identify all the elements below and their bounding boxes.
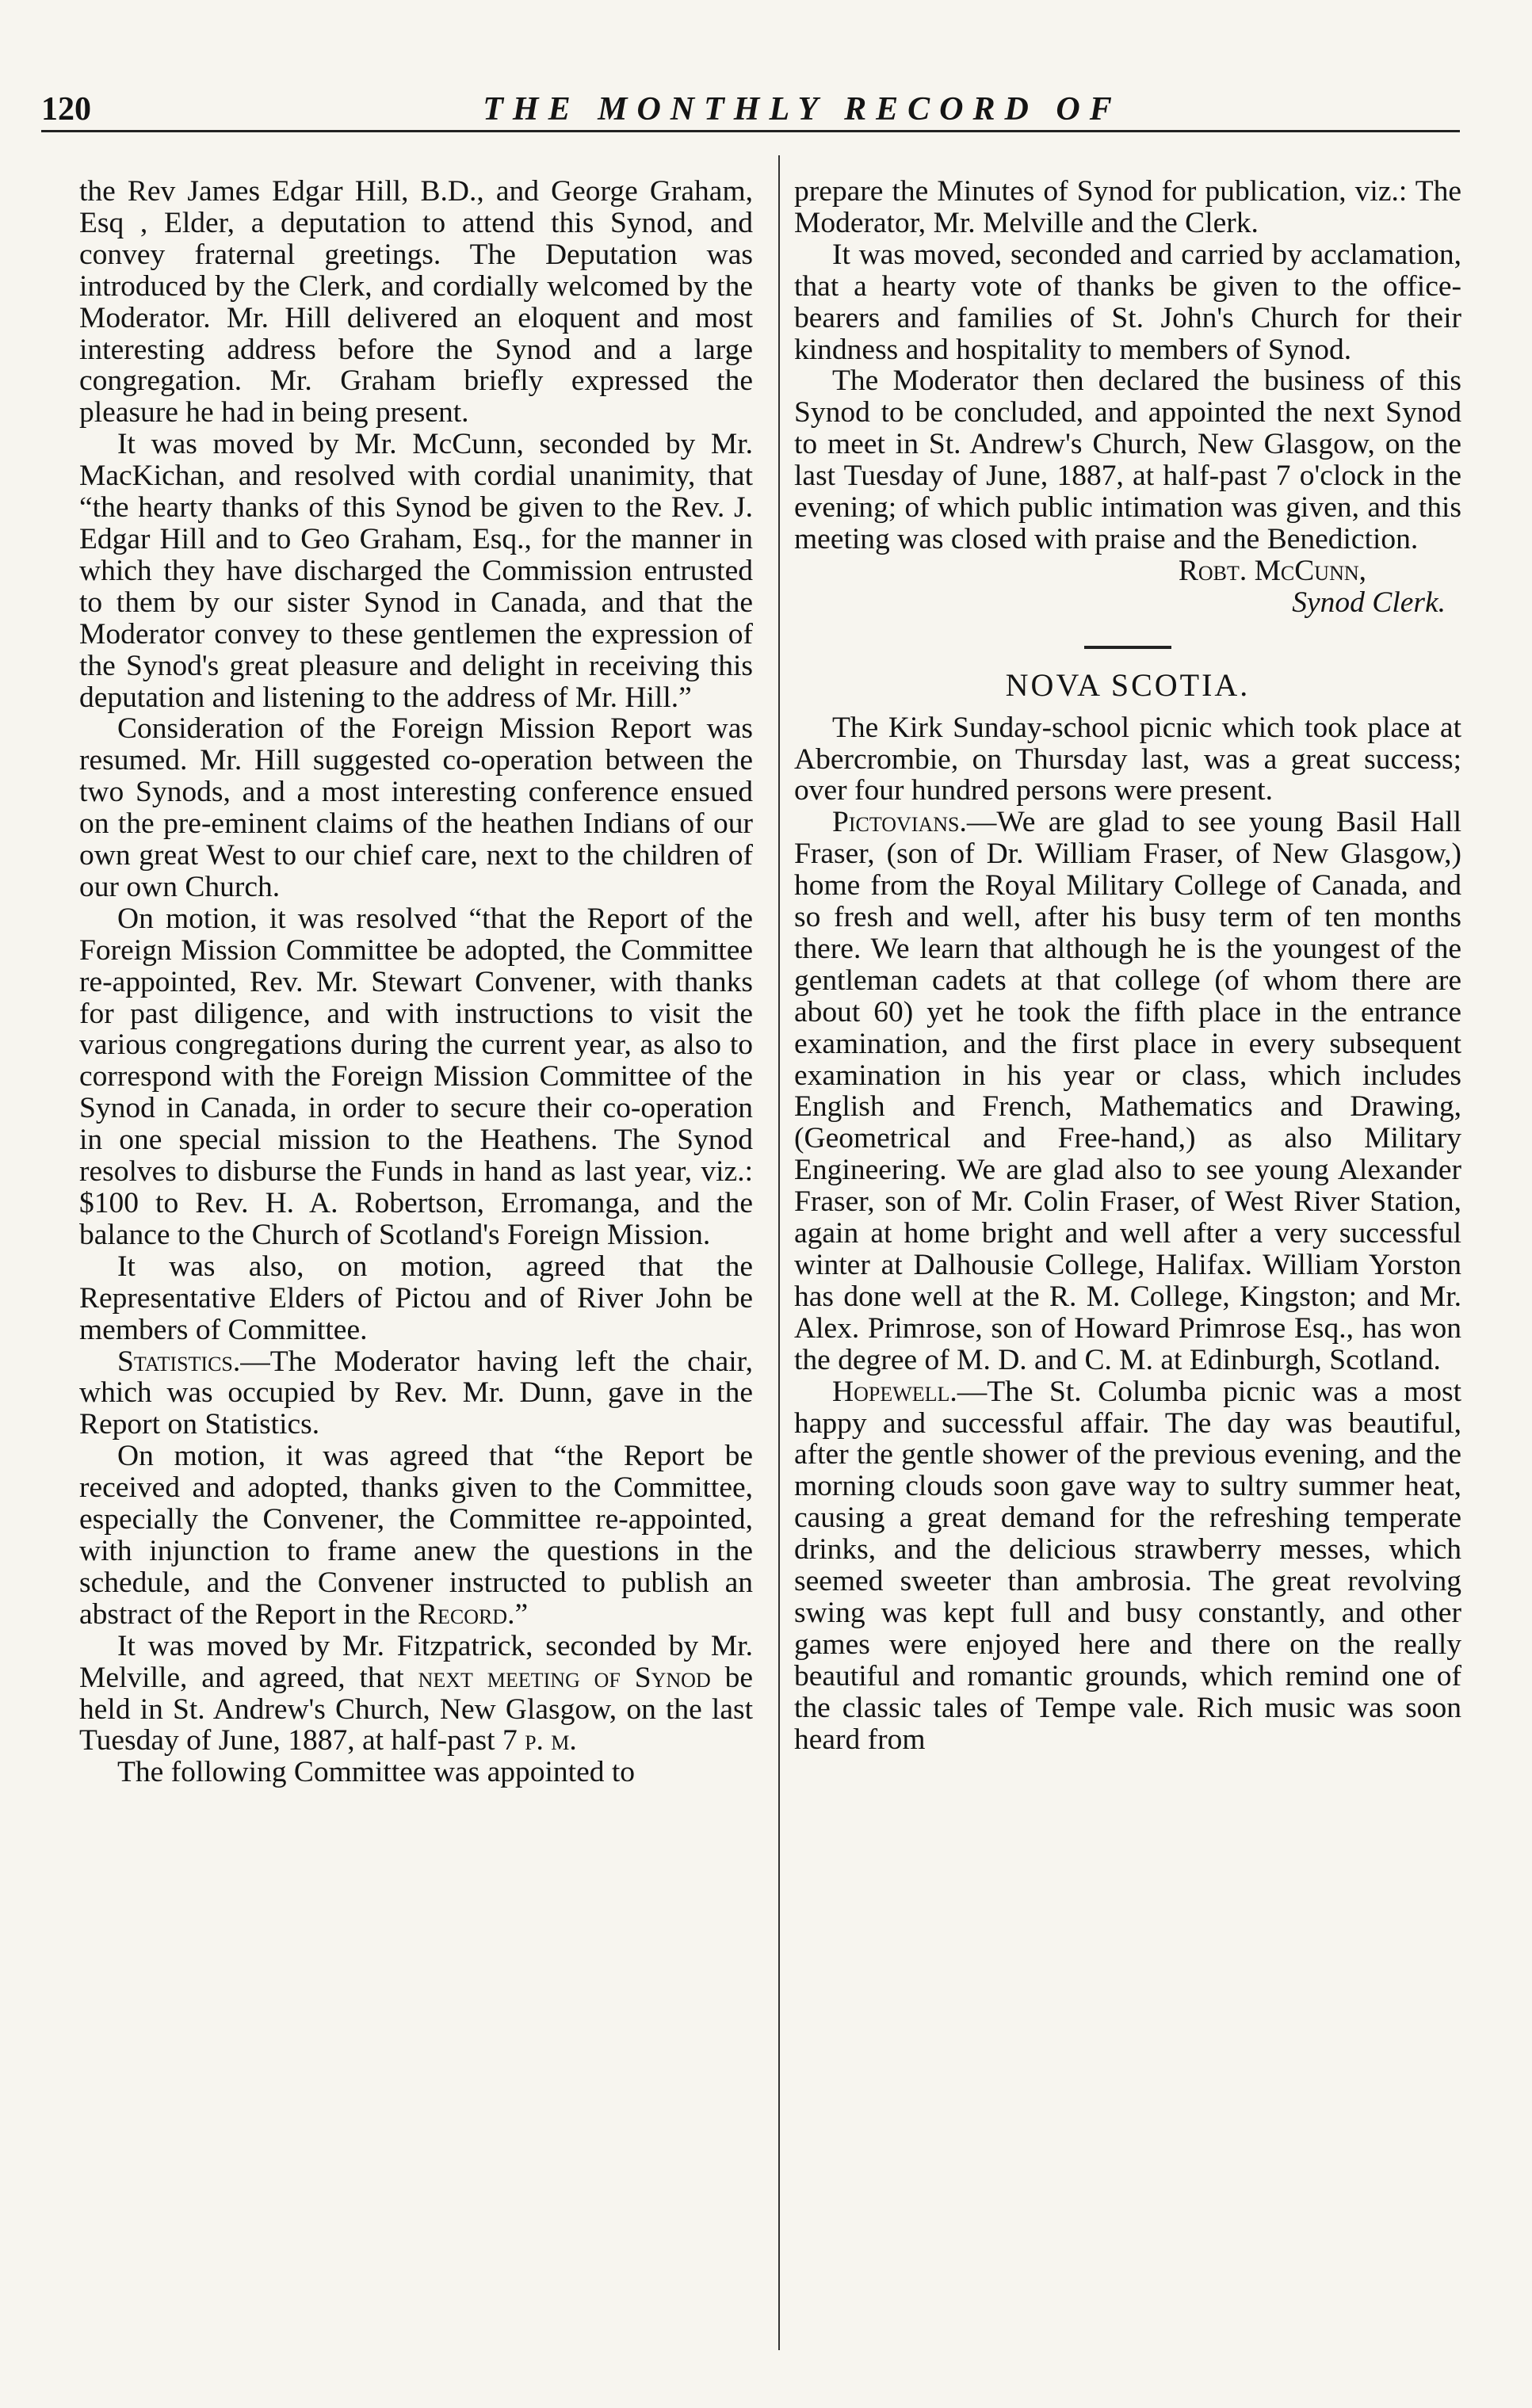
paragraph: Consideration of the Foreign Mission Report was resumed. Mr. Hill suggested co-operation between the two Synods, and a most interesting conference ensued on the pre-eminent claims of the heathen Indians of our own great West to our chief care, next to the children of our own Church. xyxy=(79,712,753,903)
paragraph: The following Committee was appointed to xyxy=(117,1756,636,1789)
section-heading: NOVA SCOTIA. xyxy=(1005,666,1251,703)
paragraph: On motion, it was resolved “that the Report of the Foreign Mission Committee be adopted, the Committee re-appointed, Rev. Mr. Stewart Convener, with thanks for past diligence, and with instructions to visit the various congregations during the current year, as also to correspond with the Foreign Mission Committee of the Synod in Canada, in order to secure their co-operation in one special mission to the Heathens. The Synod resolves to disburse the Funds in hand as last year, viz.: $100 to Rev. H. A. Robertson, Erromanga, and the balance to the Church of Scotland's Foreign Mission. xyxy=(79,902,753,1251)
paragraph-text: —We are glad to see young Basil Hall Fraser, (son of Dr. William Fraser, of New Glasgow,) home from the Royal Military College of Canada, and so fresh and well, after his busy term of ten months there. We learn that although he is the youngest of the gentleman cadets at that college (of whom there are about 60) yet he took the fifth place in the entrance examination, and the first place in every subsequent examination in his year or class, which includes English and French, Mathematics and Drawing, (Geometrical and Free-hand,) as also Military Engineering. We are glad also to see young Alexander Fraser, son of Mr. Colin Fraser, of West River Station, again at home bright and well after a very successful winter at Dalhousie College, Halifax. William Yorston has done well at the R. M. College, Kingston; and Mr. Alex. Primrose, son of Howard Primrose Esq., has won the degree of M. D. and C. M. at Edinburgh, Scotland. xyxy=(794,806,1461,1376)
page-header xyxy=(41,86,1460,132)
page-number: 120 xyxy=(41,91,91,128)
paragraph: The Kirk Sunday-school picnic which took place at Abercrombie, on Thursday last, was a great success; over four hundred persons were present. xyxy=(794,711,1461,807)
paragraph: It was moved by Mr. McCunn, seconded by Mr. MacKichan, and resolved with cordial unanimity, that “the hearty thanks of this Synod be given to the Rev. J. Edgar Hill and to Geo Graham, Esq., for the manner in which they have discharged the Commission entrusted to them by our sister Synod in Canada, and that the Moderator convey to these gentlemen the expression of the Synod's great pleasure and delight in receiving this deputation and listening to the address of Mr. Hill.” xyxy=(79,428,753,714)
left-column xyxy=(79,176,753,1788)
paragraph xyxy=(79,1631,753,1757)
signature-title: Synod Clerk. xyxy=(1292,586,1446,619)
signature-name: Robt. McCunn, xyxy=(1178,554,1366,587)
paragraph-text: be held in St. Andrew's Church, New Glasgow, on the last Tuesday of June, 1887, at half-past 7 xyxy=(79,1661,753,1757)
paragraph xyxy=(79,1346,753,1441)
section-rule xyxy=(1084,646,1171,649)
run-in-heading: Hopewell. xyxy=(832,1375,957,1408)
paragraph: the Rev James Edgar Hill, B.D., and George Graham, Esq , Elder, a deputation to attend this Synod, and convey fraternal greetings. The Deputation was introduced by the Clerk, and cordially welcomed by the Moderator. Mr. Hill delivered an eloquent and most interesting address before the Synod and a large congregation. Mr. Graham briefly expressed the pleasure he had in being present. xyxy=(79,175,753,429)
paragraph xyxy=(794,1376,1461,1756)
signature xyxy=(794,555,1461,587)
paragraph: It was moved, seconded and carried by acclamation, that a hearty vote of thanks be given to the office-bearers and families of St. John's Church for their kindness and hospitality to members of Synod. xyxy=(794,238,1461,366)
paragraph-text: It was moved by Mr. Fitzpatrick, seconded by Mr. Melville, and agreed, that xyxy=(79,1629,753,1694)
paragraph: The Moderator then declared the business of this Synod to be concluded, and appointed the next Synod to meet in St. Andrew's Church, New Glasgow, on the last Tuesday of June, 1887, at half-past 7 o'clock in the evening; of which public intimation was given, and this meeting was closed with praise and the Benediction. xyxy=(794,364,1461,555)
paragraph-text: —The St. Columba picnic was a most happy and successful affair. The day was beautiful, after the gentle shower of the previous evening, and the morning clouds soon gave way to sultry summer heat, causing a great demand for the refreshing temperate drinks, and the delicious strawberry messes, which seemed sweeter than ambrosia. The great revolving swing was kept full and busy constantly, and other games were enjoyed here and there on the really beautiful and romantic grounds, which remind one of the classic tales of Tempe vale. Rich music was soon heard from xyxy=(794,1375,1461,1756)
right-column xyxy=(794,176,1461,1756)
record-small-caps: Record xyxy=(417,1597,508,1631)
run-in-heading: Pictovians. xyxy=(832,806,967,839)
paragraph-text: .” xyxy=(507,1597,529,1631)
paragraph-text: —The Moderator having left the chair, which was occupied by Rev. Mr. Dunn, gave in the Report on Statistics. xyxy=(79,1345,753,1441)
running-title: THE MONTHLY RECORD OF xyxy=(483,91,1121,128)
paragraph xyxy=(794,807,1461,1376)
paragraph: It was also, on motion, agreed that the Representative Elders of Pictou and of River John be members of Committee. xyxy=(79,1250,753,1346)
paragraph-text: On motion, it was agreed that “the Report be received and adopted, thanks given to the Committee, especially the Convener, the Committee re-appointed, with injunction to frame anew the questions in the schedule, and the Convener instructed to publish an abstract of the Report in the xyxy=(79,1440,753,1631)
column-divider xyxy=(778,155,780,2350)
next-meeting-small-caps: next meeting of Synod xyxy=(418,1661,711,1694)
paragraph: prepare the Minutes of Synod for publication, viz.: The Moderator, Mr. Melville and the Clerk. xyxy=(794,175,1461,239)
paragraph xyxy=(79,1441,753,1630)
run-in-heading: Statistics. xyxy=(117,1345,241,1378)
pm-small-caps: p. m. xyxy=(525,1724,577,1757)
